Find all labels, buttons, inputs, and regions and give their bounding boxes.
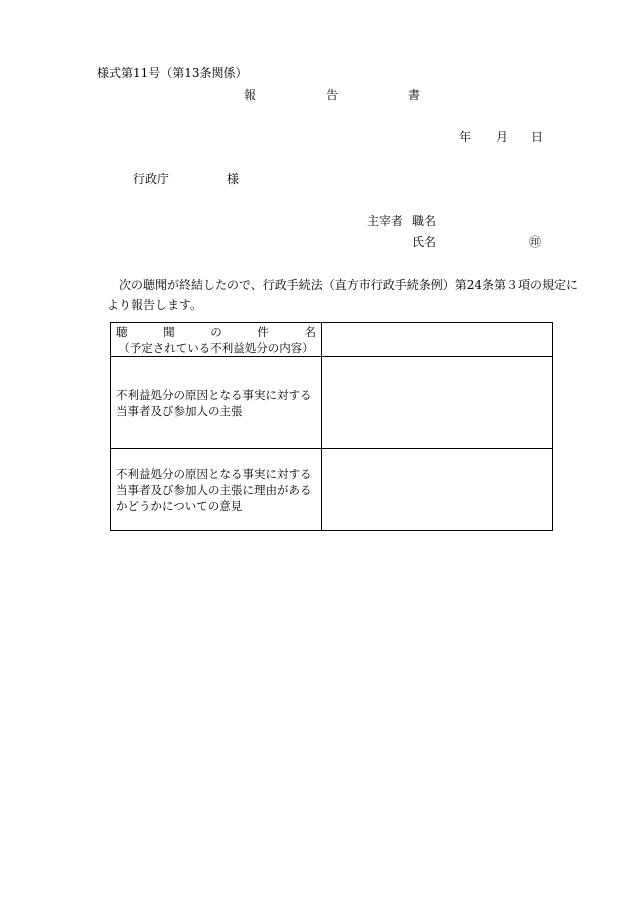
date-day-label: 日: [531, 130, 544, 144]
date-year-label: 年: [459, 130, 472, 144]
label-line: 当事者及び参加人の主張: [116, 403, 243, 418]
body-text-line2: より報告します。: [107, 298, 203, 312]
heading-char: 聴: [116, 324, 128, 339]
title-char: 告: [325, 88, 338, 102]
heading-char: 聞: [163, 324, 175, 339]
report-table: [110, 322, 553, 531]
table-row-hearing-subject: [111, 323, 553, 357]
title-char: 書: [407, 88, 420, 102]
heading-char: 名: [304, 324, 316, 339]
opinion-label: [111, 449, 322, 531]
label-line: 当事者及び参加人の主張に理由がある: [116, 482, 312, 497]
parties-claims-value[interactable]: [322, 357, 553, 449]
hearing-subject-value[interactable]: [322, 323, 553, 357]
heading-char: 件: [257, 324, 269, 339]
title-char: 報: [244, 88, 257, 102]
seal-mark: ㊞: [529, 235, 542, 249]
form-number: 様式第11号（第13条関係）: [97, 66, 248, 80]
signer-title-label: 職名: [412, 214, 437, 228]
signer-role: 主宰者: [367, 214, 404, 228]
label-line: 不利益処分の原因となる事実に対する: [116, 387, 312, 402]
label-line: かどうかについての意見: [116, 498, 243, 513]
hearing-subject-label: [111, 323, 322, 357]
addressee-honorific: 様: [227, 172, 240, 186]
signer-name-label: 氏名: [412, 235, 437, 249]
label-line: 不利益処分の原因となる事実に対する: [116, 466, 312, 481]
date-month-label: 月: [496, 130, 509, 144]
body-text-line1: 次の聴聞が終結したので、行政手続法（直方市行政手続条例）第24条第３項の規定に: [119, 278, 579, 292]
parties-claims-label: [111, 357, 322, 449]
hearing-subject-subtitle: （予定されている不利益処分の内容）: [118, 340, 314, 355]
document-title: [244, 88, 420, 103]
heading-char: の: [210, 324, 222, 339]
addressee-name: 行政庁: [133, 172, 170, 186]
table-row-opinion: [111, 449, 553, 531]
hearing-subject-heading: [116, 324, 316, 340]
table-row-parties-claims: [111, 357, 553, 449]
opinion-value[interactable]: [322, 449, 553, 531]
